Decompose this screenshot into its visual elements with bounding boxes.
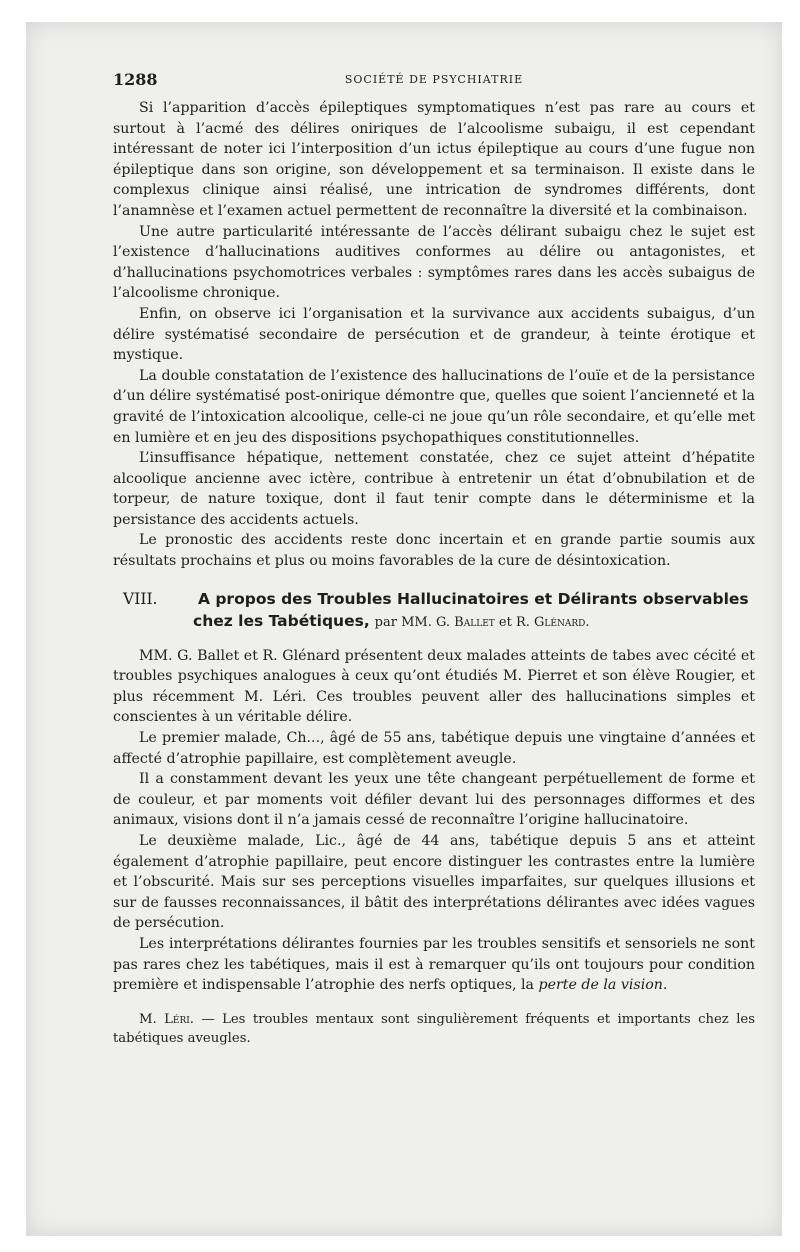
section-heading xyxy=(113,588,755,634)
section-title-line2: chez les Tabétiques, xyxy=(193,611,370,630)
authors-prefix: par MM. xyxy=(374,614,432,630)
discussion-text: — Les troubles mentaux sont singulièrement fréquents et importants chez les tabétiques aveugles. xyxy=(113,1011,755,1046)
section-paragraph-1: MM. G. Ballet et R. Glénard présentent deux malades atteints de tabes avec cécité et troubles psychiques analogues à ceux qu’ont étudiés M. Pierret et son élève Rougier, et plus récemment M. Léri. Ces troubles peuvent aller des hallucinations simples et conscientes à un véritable délire. xyxy=(113,647,755,726)
paragraph-2: Une autre particularité intéressante de l’accès délirant subaigu chez le sujet est l’existence d’hallucinations auditives conformes au délire ou antagonistes, et d’hallucinations psychomotrices verbales : symptômes rares dans les accès subaigus de l’alcoolisme chronique. xyxy=(113,223,755,302)
discussion-remark xyxy=(113,1010,755,1048)
paragraph-6: Le pronostic des accidents reste donc incertain et en grande partie soumis aux résultats prochains et plus ou moins favorables de la cure de désintoxication. xyxy=(113,532,755,570)
paragraph-4: La double constatation de l’existence des hallucinations de l’ouïe et de la persistance d’un délire systématisé post-onirique démontre que, quelles que soient l’ancienneté et la gravité de l’intoxication alcoolique, celle-ci ne joue qu’un rôle secondaire, et qu’elle met en lumière et en jeu des dispositions psychopathiques constitutionnelles. xyxy=(113,367,755,446)
conclusion-emphasis: perte de la vision. xyxy=(538,977,668,994)
section-paragraph-3: Il a constamment devant les yeux une tête changeant perpétuellement de forme et de couleur, et par moments voit défiler devant lui des personnages difformes et des animaux, visions dont il n’a jamais cessé de reconnaître l’origine hallucinatoire. xyxy=(113,771,755,829)
discussion-speaker: M. Léri. xyxy=(139,1011,194,1027)
author-glenard: R. Glénard. xyxy=(515,614,590,630)
section-authors xyxy=(375,615,590,630)
section-number: VIII. xyxy=(123,589,158,608)
section-paragraph-5 xyxy=(113,934,755,996)
journal-title: SOCIÉTÉ DE PSYCHIATRIE xyxy=(344,73,524,86)
section-paragraph-2: Le premier malade, Ch..., âgé de 55 ans, tabétique depuis une vingtaine d’années et affecté d’atrophie papillaire, est complètement aveugle. xyxy=(113,730,755,767)
conclusion-text: Les interprétations délirantes fournies par les troubles sensitifs et sensoriels ne sont pas rares chez les tabétiques, mais il est à remarquer qu’ils ont toujours pour condition première et indispensable l’atrophie des nerfs optiques, la xyxy=(113,935,755,994)
authors-separator: et xyxy=(498,614,512,630)
paragraph-3: Enfin, on observe ici l’organisation et la survivance aux accidents subaigus, d’un délire systématisé secondaire de persécution et de grandeur, à teinte érotique et mystique. xyxy=(113,305,755,364)
section-paragraph-4: Le deuxième malade, Lic., âgé de 44 ans, tabétique depuis 5 ans et atteint également d’atrophie papillaire, peut encore distinguer les contrastes entre la lumière et l’obscurité. Mais sur ses perceptions visuelles imparfaites, sur quelques illusions et sur de fausses reconnaissances, il bâtit des interprétations délirantes avec idées vagues de persécution. xyxy=(113,833,755,932)
section-title-line1: A propos des Troubles Hallucinatoires et Délirants observables xyxy=(197,589,749,608)
page-number: 1288 xyxy=(113,70,158,89)
author-ballet: G. Ballet xyxy=(436,614,495,630)
paragraph-1: Si l’apparition d’accès épileptiques symptomatiques n’est pas rare au cours et surtout à l’acmé des délires oniriques de l’alcoolisme subaigu, il est cependant intéressant de noter ici l’interposition d’un ictus épileptique au cours d’une fugue non épileptique dans son origine, son développement et sa terminaison. Il existe dans le complexus clinique ainsi réalisé, une intrication de syndromes différents, dont l’anamnèse et l’examen actuel permettent de reconnaître la diversité et la combinaison. xyxy=(113,100,755,219)
document-page xyxy=(113,70,755,1048)
running-header xyxy=(113,70,755,98)
paragraph-5: L’insuffisance hépatique, nettement constatée, chez ce sujet atteint d’hépatite alcoolique ancienne avec ictère, contribue à entretenir un état d’obnubilation et de torpeur, de nature toxique, dont il faut tenir compte dans le déterminisme et la persistance des accidents actuels. xyxy=(113,450,755,528)
